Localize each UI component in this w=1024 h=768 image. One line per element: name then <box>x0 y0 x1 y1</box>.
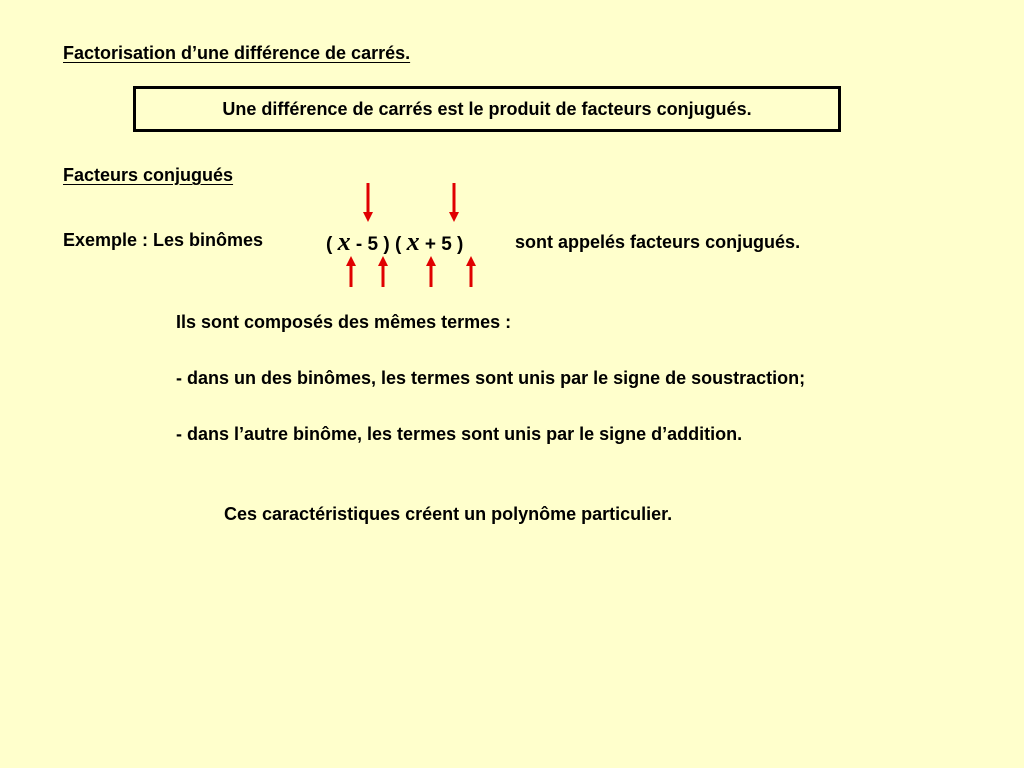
variable-x-second: x <box>406 227 420 256</box>
variable-x-first: x <box>337 227 351 256</box>
up-arrow-1 <box>346 256 356 287</box>
conclusion-text: Ces caractéristiques créent un polynôme particulier. <box>224 504 673 524</box>
down-arrow-first-x <box>363 183 373 222</box>
definition-text: Une différence de carrés est le produit de facteurs conjugués. <box>222 98 752 119</box>
section-heading: Facteurs conjugués <box>63 165 234 185</box>
slide-title: Factorisation d’une différence de carrés. <box>63 43 411 63</box>
called-text: sont appelés facteurs conjugués. <box>515 232 801 252</box>
composed-text: Ils sont composés des mêmes termes : <box>176 312 512 332</box>
subtraction-line: - dans un des binômes, les termes sont unis par le signe de soustraction; <box>176 368 806 388</box>
example-label: Exemple : Les binômes <box>63 230 264 250</box>
second-binomial-rest: + 5 ) <box>419 234 464 255</box>
addition-line: - dans l’autre binôme, les termes sont unis par le signe d’addition. <box>176 424 743 444</box>
up-arrow-2 <box>378 256 388 287</box>
up-arrow-4 <box>466 256 476 287</box>
up-arrow-3 <box>426 256 436 287</box>
first-binomial-rest: - 5 ) ( <box>350 234 407 255</box>
open-paren: ( <box>326 234 338 255</box>
down-arrow-second-x <box>449 183 459 222</box>
